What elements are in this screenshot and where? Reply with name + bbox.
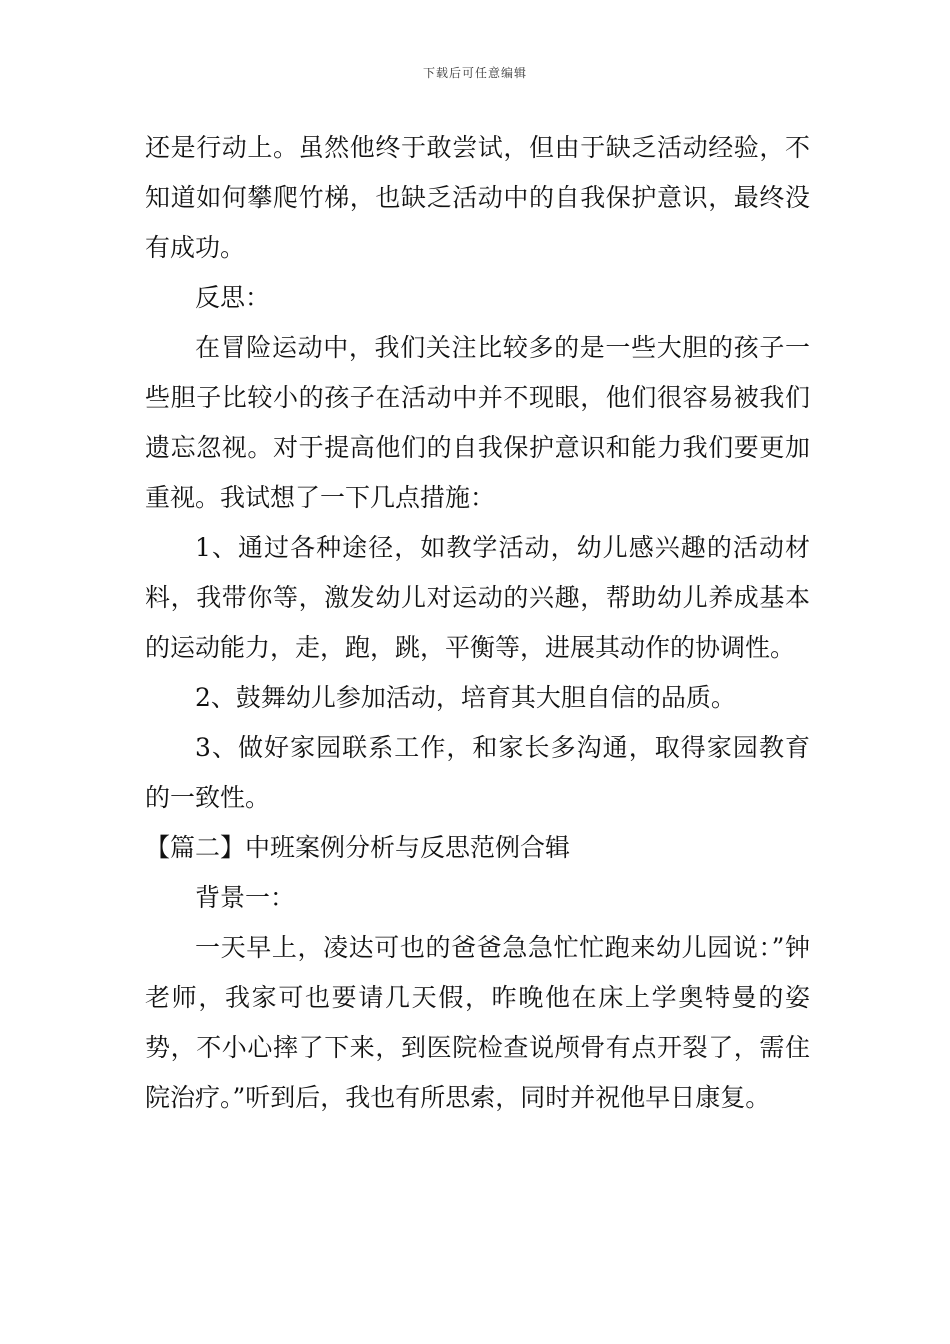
document-body bbox=[145, 123, 810, 1123]
paragraph-background-body: 一天早上，凌达可也的爸爸急急忙忙跑来幼儿园说：”钟老师，我家可也要请几天假，昨晚他在床上学奥特曼的姿势，不小心摔了下来，到医院检查说颅骨有点开裂了，需住院治疗。”听到后，我也有所思索，同时并祝他早日康复。 bbox=[145, 933, 810, 1112]
list-item-measure-2: 2、鼓舞幼儿参加活动，培育其大胆自信的品质。 bbox=[195, 683, 736, 712]
page-header: 下载后可任意编辑 bbox=[422, 66, 527, 80]
list-item-measure-3: 3、做好家园联系工作，和家长多沟通，取得家园教育的一致性。 bbox=[145, 733, 810, 812]
list-item-measure-1: 1、通过各种途径，如教学活动，幼儿感兴趣的活动材料，我带你等，激发幼儿对运动的兴趣，帮助幼儿养成基本的运动能力，走，跑，跳，平衡等，进展其动作的协调性。 bbox=[145, 533, 810, 662]
heading-reflection: 反思： bbox=[195, 283, 271, 312]
section-title: 【篇二】中班案例分析与反思范例合辑 bbox=[145, 833, 571, 862]
paragraph-continuation: 还是行动上。虽然他终于敢尝试，但由于缺乏活动经验，不知道如何攀爬竹梯，也缺乏活动中的自我保护意识，最终没有成功。 bbox=[145, 133, 810, 262]
heading-background-1: 背景一： bbox=[195, 883, 296, 912]
paragraph-reflection-body: 在冒险运动中，我们关注比较多的是一些大胆的孩子一些胆子比较小的孩子在活动中并不现眼，他们很容易被我们遗忘忽视。对于提高他们的自我保护意识和能力我们要更加重视。我试想了一下几点措施： bbox=[145, 333, 810, 512]
